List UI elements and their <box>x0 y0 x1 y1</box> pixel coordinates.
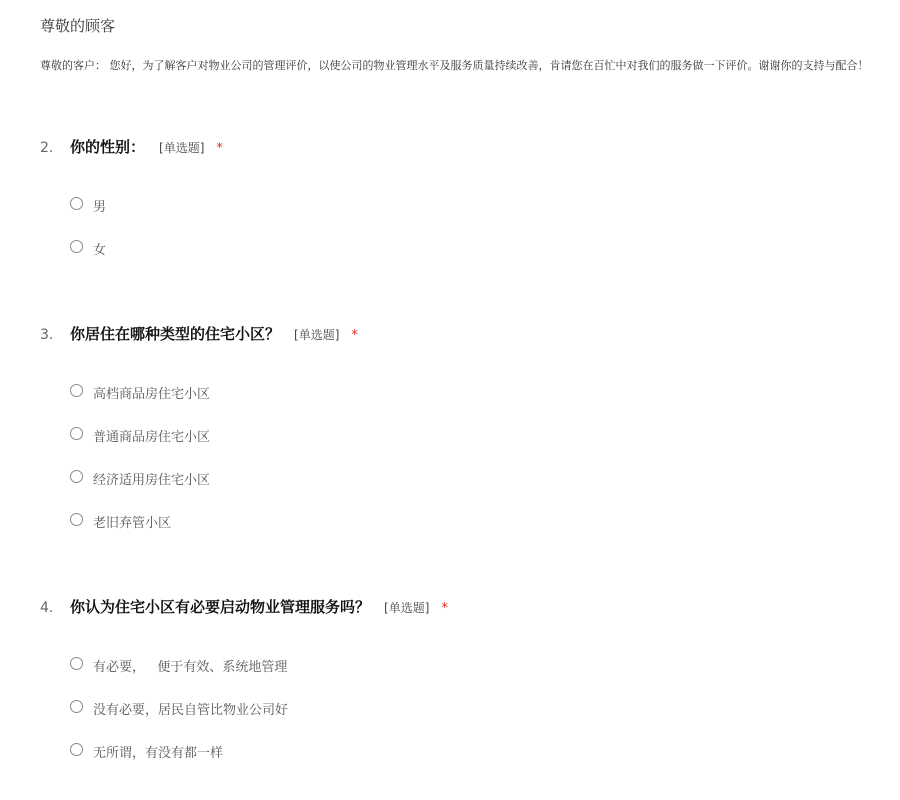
question-text <box>70 136 223 157</box>
required-asterisk: * <box>216 141 223 156</box>
radio-button[interactable] <box>70 197 83 210</box>
option-label: 女 <box>93 243 107 258</box>
option-label: 高档商品房住宅小区 <box>93 387 211 402</box>
radio-button[interactable] <box>70 513 83 526</box>
question-text <box>70 323 358 344</box>
question-residence-type <box>40 323 890 531</box>
survey-intro: 尊敬的客户： 您好，为了解客户对物业公司的管理评价，以使公司的物业管理水平及服务质量持续改善，肯请您在百忙中对我们的服务做一下评价。谢谢你的支持与配合！ <box>40 59 869 72</box>
question-type-label: [单选题] <box>159 141 205 155</box>
radio-button[interactable] <box>70 384 83 397</box>
question-title: 你认为住宅小区有必要启动物业管理服务吗？ <box>70 598 371 616</box>
question-type-label: [单选题] <box>294 328 340 342</box>
question-need-property-management <box>40 596 890 761</box>
radio-button[interactable] <box>70 700 83 713</box>
question-header <box>40 136 890 160</box>
question-number: 3. <box>40 327 54 343</box>
option-label: 没有必要，居民自管比物业公司好 <box>93 703 289 718</box>
radio-button[interactable] <box>70 427 83 440</box>
question-title: 你的性别： <box>70 138 146 156</box>
required-asterisk: * <box>351 328 358 343</box>
question-type-label: [单选题] <box>384 601 430 615</box>
survey-title: 尊敬的顾客 <box>40 17 116 35</box>
option-label: 经济适用房住宅小区 <box>93 473 211 488</box>
question-number: 2. <box>40 140 54 156</box>
required-asterisk: * <box>441 601 448 616</box>
question-title: 你居住在哪种类型的住宅小区？ <box>70 325 281 343</box>
option-label: 无所谓，有没有都一样 <box>93 746 224 761</box>
question-gender <box>40 136 890 258</box>
radio-button[interactable] <box>70 743 83 756</box>
question-text <box>70 596 448 617</box>
option-label: 普通商品房住宅小区 <box>93 430 211 445</box>
option-label: 有必要， 便于有效、系统地管理 <box>93 660 288 675</box>
question-header <box>40 323 890 347</box>
question-header <box>40 596 890 620</box>
radio-button[interactable] <box>70 657 83 670</box>
radio-button[interactable] <box>70 240 83 253</box>
question-number: 4. <box>40 600 54 616</box>
radio-button[interactable] <box>70 470 83 483</box>
option-label: 老旧弃管小区 <box>93 516 172 531</box>
option-label: 男 <box>93 200 107 215</box>
